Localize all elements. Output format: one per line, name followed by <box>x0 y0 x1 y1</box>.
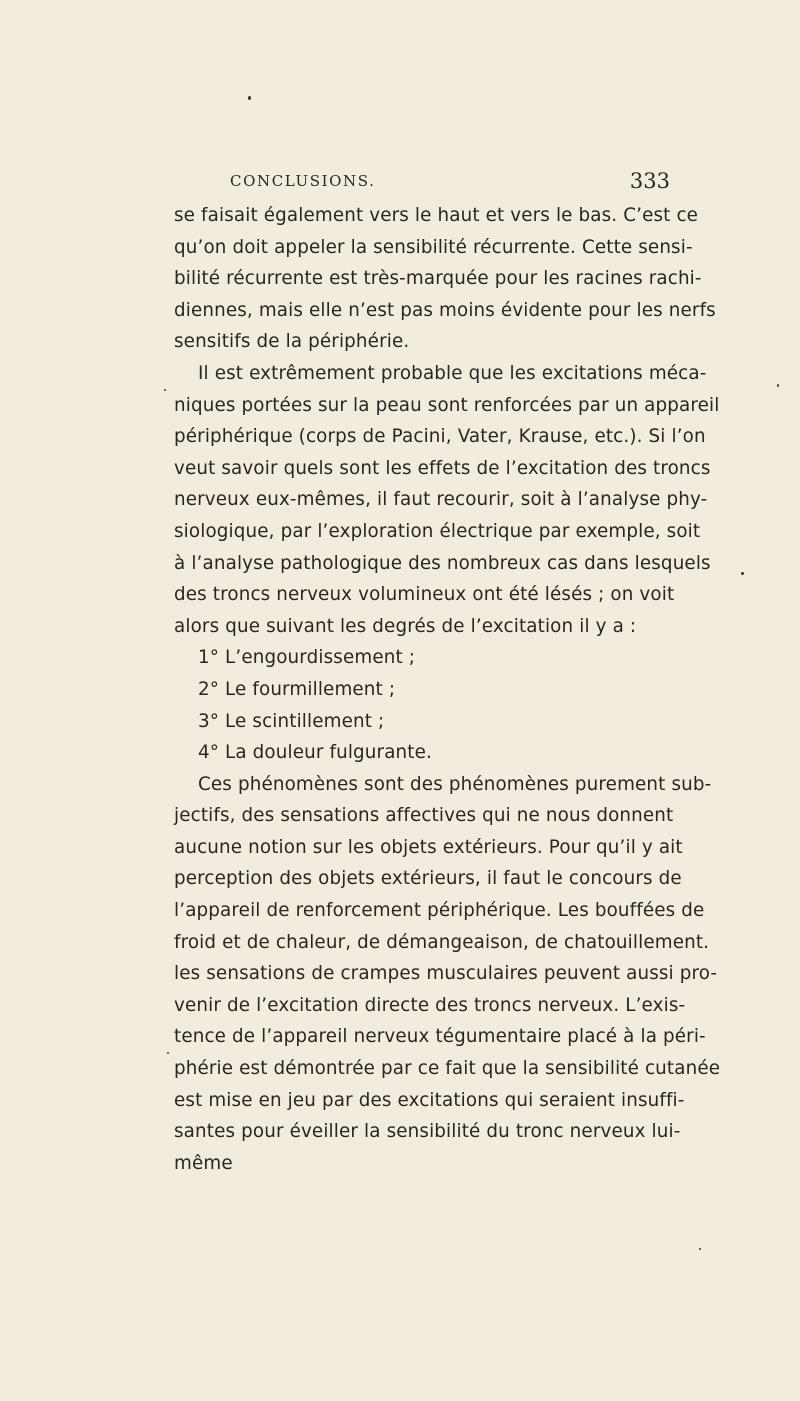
body-text <box>174 200 721 1179</box>
text-line: est mise en jeu par des excitations qui seraient insuffi- <box>174 1089 685 1111</box>
paper-speck <box>699 1248 701 1250</box>
text-line: tence de l’appareil nerveux tégumentaire placé à la péri- <box>174 1026 706 1048</box>
list-item: 3° Le scintillement ; <box>198 710 385 732</box>
text-line: veut savoir quels sont les effets de l’excitation des troncs <box>174 457 711 479</box>
paper-speck <box>741 572 744 575</box>
text-line: diennes, mais elle n’est pas moins évidente pour les nerfs <box>174 299 716 321</box>
text-line: alors que suivant les degrés de l’excitation il y a : <box>174 615 637 637</box>
page-number: 333 <box>629 169 670 193</box>
text-line: à l’analyse pathologique des nombreux cas dans lesquels <box>174 552 711 574</box>
list-item: 4° La douleur fulgurante. <box>198 742 432 764</box>
text-line: l’appareil de renforcement périphérique. Les bouffées de <box>174 900 705 922</box>
text-line: périphérique (corps de Pacini, Vater, Krause, etc.). Si l’on <box>174 426 706 448</box>
paragraph-start-line: Ces phénomènes sont des phénomènes purement sub- <box>198 773 712 795</box>
text-line: sensitifs de la périphérie. <box>174 331 410 353</box>
text-line: nerveux eux-mêmes, il faut recourir, soit à l’analyse phy- <box>174 489 708 511</box>
text-line: phérie est démontrée par ce fait que la sensibilité cutanée <box>174 1058 721 1080</box>
page-header <box>230 169 670 196</box>
text-line: bilité récurrente est très-marquée pour les racines rachi- <box>174 268 702 290</box>
text-line: les sensations de crampes musculaires peuvent aussi pro- <box>174 963 718 985</box>
paper-speck <box>167 1052 169 1054</box>
text-line: jectifs, des sensations affectives qui ne nous donnent <box>174 805 674 827</box>
text-line: venir de l’excitation directe des troncs nerveux. L’exis- <box>174 994 686 1016</box>
text-line: siologique, par l’exploration électrique par exemple, soit <box>174 520 701 542</box>
paper-speck <box>777 384 779 387</box>
paper-speck <box>248 96 251 100</box>
running-title: CONCLUSIONS. <box>230 172 376 190</box>
text-line: froid et de chaleur, de démangeaison, de chatouillement. <box>174 931 710 953</box>
paragraph-start-line: Il est extrêmement probable que les excitations méca- <box>198 362 707 384</box>
text-line: niques portées sur la peau sont renforcées par un appareil <box>174 394 720 416</box>
text-line: santes pour éveiller la sensibilité du tronc nerveux lui- <box>174 1121 681 1143</box>
text-line: se faisait également vers le haut et vers le bas. C’est ce <box>174 205 699 226</box>
text-line: perception des objets extérieurs, il faut le concours de <box>174 868 682 890</box>
text-line: des troncs nerveux volumineux ont été lésés ; on voit <box>174 584 675 606</box>
text-line: même <box>174 1152 233 1174</box>
text-line: qu’on doit appeler la sensibilité récurrente. Cette sensi- <box>174 236 693 258</box>
list-item: 2° Le fourmillement ; <box>198 678 396 700</box>
text-line: aucune notion sur les objets extérieurs. Pour qu’il y ait <box>174 836 683 858</box>
list-item: 1° L’engourdissement ; <box>198 647 416 669</box>
paper-speck <box>164 389 166 391</box>
